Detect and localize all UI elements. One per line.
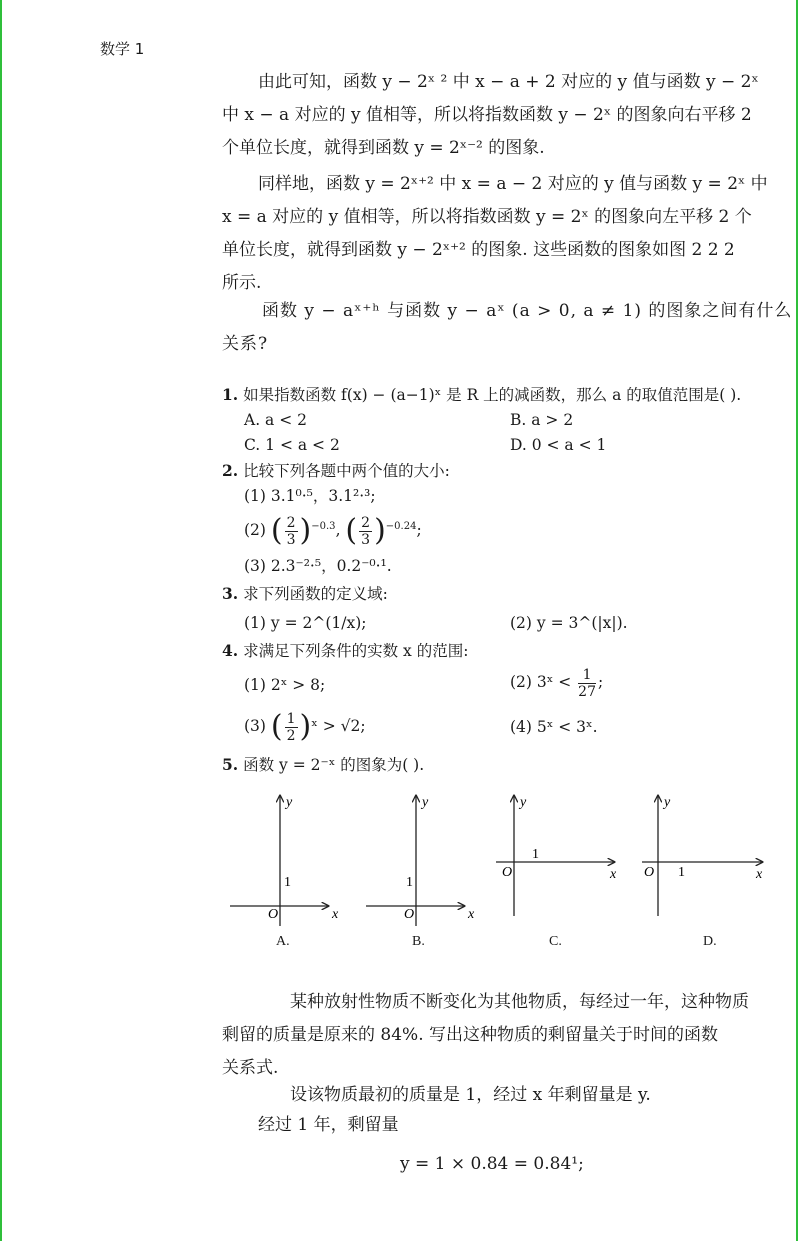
x-label: x — [756, 867, 763, 882]
exercise-1-num: 1. — [222, 385, 239, 404]
exercise-1-option-b: B. a > 2 — [510, 411, 574, 429]
example-line2: 剩留的质量是原来的 84%. 写出这种物质的剩留量关于时间的函数 — [222, 1025, 718, 1045]
exercise-5 — [222, 754, 424, 776]
exercise-1 — [222, 384, 741, 406]
header-label: 数学 1 — [100, 40, 145, 58]
question-line2: 关系? — [222, 334, 269, 354]
graph-b-caption: B. — [412, 934, 425, 949]
exercise-4-sub3: (3) ( $\frac{1}{2}$ )ˣ > √2; — [244, 709, 366, 744]
y-label: y — [286, 795, 293, 810]
graph-b — [364, 790, 484, 930]
one-label: 1 — [406, 875, 413, 890]
exercise-1-option-c: C. 1 < a < 2 — [244, 436, 340, 454]
y-label: y — [520, 795, 527, 810]
graph-a — [228, 790, 348, 930]
exercise-2-sub2: (2) ( $\frac{2}{3}$ )$^{-0.3}$, ( $\frac{2}{3}$ )$^{-0.24}$; — [244, 513, 422, 548]
fraction: $\frac{2}{3}$ — [361, 514, 371, 548]
exercise-2 — [222, 460, 450, 482]
exercise-3-text: 求下列函数的定义域: — [243, 585, 388, 603]
exercise-5-text: 函数 y = 2⁻ˣ 的图象为( ). — [243, 756, 425, 774]
x-label: x — [468, 907, 475, 922]
one-label: 1 — [532, 847, 539, 862]
exponent: −0.3 — [311, 520, 336, 532]
origin-label: O — [644, 865, 655, 880]
graph-c-caption: C. — [549, 934, 562, 949]
example-line5: 经过 1 年，剩留量 — [258, 1115, 399, 1135]
x-label: x — [332, 907, 339, 922]
para2-line3: 单位长度，就得到函数 y − 2ˣ⁺² 的图象. 这些函数的图象如图 2 2 2 — [222, 240, 735, 260]
fraction: $\frac{2}{3}$ — [286, 514, 296, 548]
para2-line4: 所示. — [222, 273, 262, 293]
example-line3: 关系式. — [222, 1058, 279, 1078]
fraction: $\frac{1}{2}$ — [286, 710, 296, 744]
origin-label: O — [502, 865, 513, 880]
exercise-5-num: 5. — [222, 755, 239, 774]
graph-a-caption: A. — [276, 934, 290, 949]
para1-line1: 由此可知，函数 y − 2ˣ ² 中 x − a + 2 对应的 y 值与函数 y − 2ˣ — [258, 72, 759, 92]
one-label: 1 — [284, 875, 291, 890]
y-label: y — [422, 795, 429, 810]
example-line1: 某种放射性物质不断变化为其他物质，每经过一年，这种物质 — [290, 992, 749, 1012]
one-label: 1 — [678, 865, 685, 880]
exercise-1-option-a: A. a < 2 — [244, 411, 307, 429]
origin-label: O — [404, 907, 415, 922]
example-line4: 设该物质最初的质量是 1，经过 x 年剩留量是 y. — [290, 1085, 651, 1105]
exercise-4-num: 4. — [222, 641, 239, 660]
exercise-3-num: 3. — [222, 584, 239, 603]
exercise-2-sub3: (3) 2.3⁻²·⁵，0.2⁻⁰·¹. — [244, 557, 392, 575]
exercise-2-sub1: (1) 3.1⁰·⁵，3.1²·³; — [244, 487, 376, 505]
graph-c — [494, 790, 624, 920]
exercise-4-sub4: (4) 5ˣ < 3ˣ. — [510, 718, 598, 736]
exercise-3-sub2: (2) y = 3^(|x|). — [510, 614, 628, 632]
y-label: y — [664, 795, 671, 810]
exercise-2-text: 比较下列各题中两个值的大小: — [243, 462, 450, 480]
exercise-2-sub2-label: (2) — [244, 521, 266, 539]
exercise-4-text: 求满足下列条件的实数 x 的范围: — [243, 642, 469, 660]
graph-d-caption: D. — [703, 934, 717, 949]
origin-label: O — [268, 907, 279, 922]
exercise-3-sub1: (1) y = 2^(1/x); — [244, 614, 367, 632]
exercise-1-text: 如果指数函数 f(x) − (a−1)ˣ 是 R 上的减函数，那么 a 的取值范围是( ). — [243, 386, 742, 404]
exercise-3 — [222, 583, 388, 605]
example-line6: y = 1 × 0.84 = 0.84¹; — [400, 1154, 584, 1174]
para1-line2: 中 x − a 对应的 y 值相等，所以将指数函数 y − 2ˣ 的图象向右平移 2 — [222, 105, 752, 125]
exercise-2-num: 2. — [222, 461, 239, 480]
x-label: x — [610, 867, 617, 882]
exercise-1-option-d: D. 0 < a < 1 — [510, 436, 607, 454]
exercise-4-sub1: (1) 2ˣ > 8; — [244, 676, 326, 694]
exponent: −0.24 — [385, 520, 417, 532]
para2-line2: x = a 对应的 y 值相等，所以将指数函数 y = 2ˣ 的图象向左平移 2 个 — [222, 207, 752, 227]
para1-line3: 个单位长度，就得到函数 y = 2ˣ⁻² 的图象. — [222, 138, 545, 158]
exercise-4-sub2: (2) 3ˣ < $\frac{1}{27}$ ; — [510, 666, 604, 700]
graph-d — [640, 790, 770, 920]
exercise-4 — [222, 640, 468, 662]
question-line1: 函数 y − aˣ⁺ʰ 与函数 y − aˣ (a > 0, a ≠ 1) 的图象之间有什么 — [262, 301, 793, 321]
fraction: $\frac{1}{27}$ — [578, 666, 596, 700]
para2-line1: 同样地，函数 y = 2ˣ⁺² 中 x = a − 2 对应的 y 值与函数 y = 2ˣ 中 — [258, 174, 768, 194]
